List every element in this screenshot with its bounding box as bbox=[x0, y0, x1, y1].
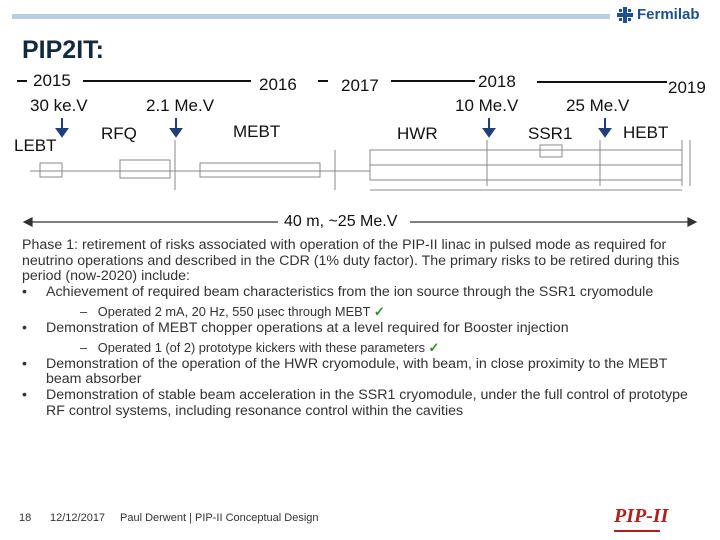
bullet-text: Achievement of required beam characteristics from the ion source through the SSR1 cryomodule bbox=[46, 284, 654, 301]
sub-bullet-text: Operated 1 (of 2) prototype kickers with these parameters bbox=[97, 339, 425, 355]
arrow-ssr1-head bbox=[600, 129, 610, 136]
energy-10mev: 10 Me.V bbox=[455, 96, 519, 115]
sub-dash: – bbox=[80, 339, 88, 355]
section-rfq: RFQ bbox=[101, 124, 137, 143]
body-text bbox=[22, 238, 702, 419]
fermilab-logo-text: Fermilab bbox=[637, 6, 700, 23]
year-2016: 2016 bbox=[259, 75, 297, 94]
slide-title: PIP2IT: bbox=[22, 36, 104, 64]
bullet-item bbox=[22, 388, 702, 419]
sub-bullet bbox=[80, 337, 702, 357]
page-number: 18 bbox=[19, 512, 32, 524]
energy-2-1mev: 2.1 Me.V bbox=[146, 96, 215, 115]
section-mebt: MEBT bbox=[233, 122, 281, 141]
footer-date: 12/12/2017 bbox=[50, 512, 106, 524]
energy-25mev: 25 Me.V bbox=[566, 96, 630, 115]
sub-bullet-text: Operated 2 mA, 20 Hz, 550 µsec through MEBT bbox=[97, 303, 371, 319]
arrow-hwr-head bbox=[484, 129, 494, 136]
year-2017: 2017 bbox=[341, 76, 379, 95]
bullet-item bbox=[22, 321, 702, 337]
bullet-text: Demonstration of the operation of the HWR cryomodule, with beam, in close proximity to the MEBT beam absorber bbox=[46, 355, 668, 388]
bullet-item bbox=[22, 357, 702, 388]
pip-ii-logo-underline bbox=[614, 530, 660, 532]
sub-dash: – bbox=[80, 303, 88, 319]
bullet-text: Demonstration of MEBT chopper operations at a level required for Booster injection bbox=[46, 319, 569, 336]
sub-bullet bbox=[80, 301, 702, 321]
year-2019: 2019 bbox=[668, 78, 706, 97]
section-ssr1: SSR1 bbox=[528, 124, 573, 143]
intro-paragraph: Phase 1: retirement of risks associated with operation of the PIP-II linac in pulsed mode as required for neutrino operations and described in the CDR (1% duty factor). The primary risks to be retired during this period (now-2020) include: bbox=[22, 237, 680, 285]
bullet-dot: • bbox=[22, 319, 27, 336]
bullet-item bbox=[22, 285, 702, 301]
section-lebt: LEBT bbox=[14, 136, 57, 155]
bullet-text: Demonstration of stable beam acceleration in the SSR1 cryomodule, under the full control of prototype RF control systems, including resonance control within the cavities bbox=[46, 386, 688, 419]
footer-author: Paul Derwent | PIP-II Conceptual Design bbox=[120, 512, 319, 524]
section-hwr: HWR bbox=[397, 124, 438, 143]
arrow-lebt-head bbox=[57, 129, 67, 136]
span-label: 40 m, ~25 Me.V bbox=[284, 213, 398, 230]
year-2018: 2018 bbox=[478, 72, 516, 91]
bullet-dot: • bbox=[22, 355, 27, 372]
beamline-drawing bbox=[30, 140, 690, 190]
check-icon: ✓ bbox=[428, 339, 440, 355]
energy-30kev: 30 ke.V bbox=[30, 96, 88, 115]
year-2015: 2015 bbox=[33, 71, 71, 90]
bullet-dot: • bbox=[22, 284, 27, 301]
section-hebt: HEBT bbox=[623, 123, 669, 142]
pip-ii-logo: PIP-II bbox=[614, 505, 669, 527]
arrow-rfq-head bbox=[171, 129, 181, 136]
bullet-dot: • bbox=[22, 386, 27, 403]
check-icon: ✓ bbox=[373, 303, 385, 319]
